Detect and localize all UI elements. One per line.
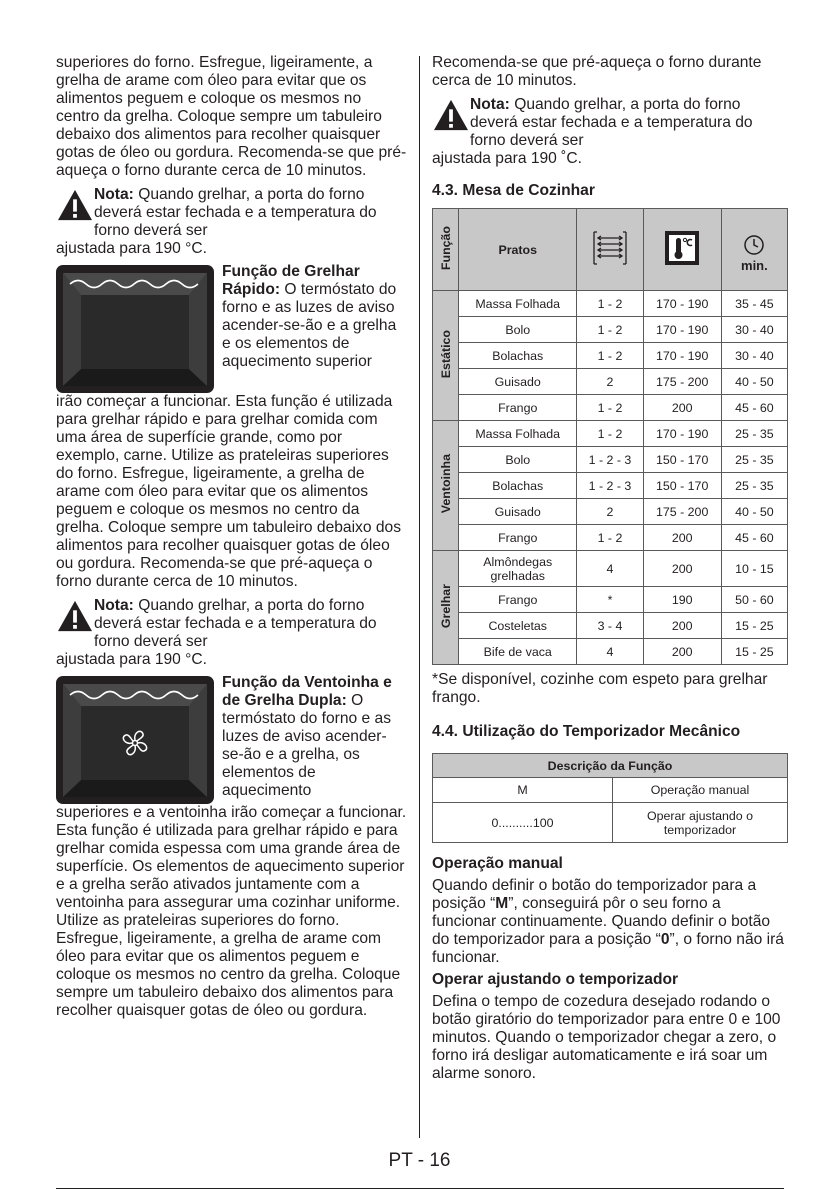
note-text: Quando grelhar, a porta do forno deverá estar fechada e a temperatura do forno deverá ser [94,597,377,650]
section-heading-4-3: 4.3. Mesa de Cozinhar [432,182,595,199]
cell-temp: 150 - 170 [643,447,721,473]
column-header-funcao: Função [438,225,453,271]
footer-rule [56,1188,784,1189]
cell-prato: Massa Folhada [459,291,577,317]
cell-tempo: 40 - 50 [721,369,787,395]
cooking-table [432,208,788,665]
timer-table-header: Descrição da Função [433,754,788,778]
cell-prato: Costeletas [459,613,577,639]
cell-nivel: 2 [577,499,643,525]
cell-nivel: 1 - 2 [577,421,643,447]
cell-temp: 175 - 200 [643,369,721,395]
clock-icon [743,234,765,256]
cell-temp: 200 [643,639,721,665]
cell-tempo: 45 - 60 [721,525,787,551]
cell-tempo: 45 - 60 [721,395,787,421]
oven-fast-grill-icon [56,265,214,393]
section-heading-4-4: 4.4. Utilização do Temporizador Mecânico [432,723,741,740]
cell-temp: 170 - 190 [643,343,721,369]
table-row [433,421,788,447]
cell-tempo: 10 - 15 [721,551,787,587]
function-group-label: Estático [438,329,453,379]
function-title: Função de Grelhar Rápido: [222,263,360,298]
cell-tempo: 25 - 35 [721,447,787,473]
table-row [433,778,788,803]
cell-prato: Massa Folhada [459,421,577,447]
column-header-pratos: Pratos [459,209,577,291]
cell-tempo: 30 - 40 [721,343,787,369]
column-divider [419,56,420,1138]
cell-tempo: 15 - 25 [721,639,787,665]
table-row [433,317,788,343]
note-label: Nota: [470,96,510,113]
timer-value: Operação manual [613,778,788,803]
oven-fan-double-grill-icon [56,676,214,804]
table-row [433,525,788,551]
cell-temp: 200 [643,613,721,639]
cell-temp: 150 - 170 [643,473,721,499]
cell-prato: Bife de vaca [459,639,577,665]
function-title: Função da Ventoinha e de Grelha Dupla: [222,674,392,709]
table-row [433,587,788,613]
function-fan-double-grill [56,674,408,804]
cell-temp: 170 - 190 [643,291,721,317]
cell-nivel: 1 - 2 [577,395,643,421]
column-header-min: min. [741,258,768,273]
cooking-table-body [433,291,788,665]
subheading-operacao-manual: Operação manual [432,855,563,872]
warning-triangle-icon [56,599,94,633]
table-row [433,639,788,665]
cell-temp: 190 [643,587,721,613]
cell-prato: Guisado [459,499,577,525]
subheading-operar-temporizador: Operar ajustando o temporizador [432,971,679,988]
timer-key: M [433,778,613,803]
page-number: PT - 16 [388,1150,451,1171]
cell-prato: Bolo [459,447,577,473]
table-row [433,473,788,499]
cell-nivel: 2 [577,369,643,395]
cell-prato: Guisado [459,369,577,395]
note-tail: ajustada para 190 ˚C. [432,150,582,167]
cell-temp: 200 [643,551,721,587]
note-block-2 [56,597,408,651]
cell-temp: 200 [643,525,721,551]
function-text: O termóstato do forno e as luzes de aviso acender-se-ão e a grelha e os elementos de aquecimento superior [222,281,397,370]
cell-prato: Frango [459,587,577,613]
note-block-3 [432,96,788,150]
note-label: Nota: [94,597,134,614]
timer-value: Operar ajustando o temporizador [613,803,788,843]
timer-key: 0..........100 [433,803,613,843]
table-row [433,343,788,369]
cell-nivel: 1 - 2 [577,525,643,551]
left-paragraph-1: superiores do forno. Esfregue, ligeiramente, a grelha de arame com óleo para evitar que os alimentos peguem e coloque os mesmos no centro da grelha. Coloque sempre um tabuleiro debaixo dos alimentos para recolher quaisquer gotas de óleo ou gordura. Recomenda-se que pré-aqueça o forno durante cerca de 10 minutos. [56,54,407,179]
table-row [433,551,788,587]
cell-prato: Frango [459,525,577,551]
cell-nivel: 1 - 2 [577,343,643,369]
table-row [433,369,788,395]
cell-temp: 175 - 200 [643,499,721,525]
cell-tempo: 50 - 60 [721,587,787,613]
cell-temp: 170 - 190 [643,317,721,343]
note-tail: ajustada para 190 °C. [56,651,208,668]
paragraph-operar-temporizador: Defina o tempo de cozedura desejado rodando o botão giratório do temporizador para entre 0 e 100 minutos. Quando o temporizador chegar a zero, o forno irá desligar automaticamente e irá soar um alarme sonoro. [432,993,781,1082]
cell-nivel: 1 - 2 [577,317,643,343]
warning-triangle-icon [56,188,94,222]
thermometer-icon [664,230,700,266]
table-row [433,499,788,525]
note-text: Quando grelhar, a porta do forno deverá estar fechada e a temperatura do forno deverá ser [94,186,377,239]
warning-triangle-icon [432,98,470,132]
left-column [56,54,408,1020]
cell-prato: Frango [459,395,577,421]
function-group-label: Ventoinha [438,454,453,514]
cell-nivel: 4 [577,551,643,587]
function-group-label: Grelhar [438,583,453,629]
cell-tempo: 35 - 45 [721,291,787,317]
cell-prato: Bolachas [459,473,577,499]
cell-prato: Bolachas [459,343,577,369]
timer-table [432,753,788,843]
cell-tempo: 30 - 40 [721,317,787,343]
note-text: Quando grelhar, a porta do forno deverá estar fechada e a temperatura do forno deverá ser [470,96,753,149]
cell-temp: 200 [643,395,721,421]
cell-prato: Almôndegas grelhadas [459,551,577,587]
note-tail: ajustada para 190 °C. [56,240,208,257]
paragraph-operacao-manual: Quando definir o botão do temporizador para a posição “M”, conseguirá pôr o seu forno a funcionar continuamente. Quando definir o botão do temporizador para a posição “0”, o forno não irá funcionar. [432,877,784,966]
table-row [433,395,788,421]
cell-nivel: 1 - 2 - 3 [577,473,643,499]
table-row [433,291,788,317]
cell-tempo: 25 - 35 [721,473,787,499]
cell-temp: 170 - 190 [643,421,721,447]
shelf-level-icon [590,230,630,266]
table-row [433,803,788,843]
function-description: irão começar a funcionar. Esta função é utilizada para grelhar rápido e para grelhar comida com uma área de superfície grande, como por exemplo, carne. Utilize as prateleiras superiores do forno. Esfregue, ligeiramente, a grelha de arame com óleo para evitar que os alimentos peguem e coloque os mesmos no centro da grelha. Coloque sempre um tabuleiro debaixo dos alimentos para recolher quaisquer gotas de óleo ou gordura. Recomenda-se que pré-aqueça o forno durante cerca de 10 minutos. [56,393,402,590]
cell-tempo: 40 - 50 [721,499,787,525]
cell-tempo: 15 - 25 [721,613,787,639]
function-description: superiores e a ventoinha irão começar a funcionar. Esta função é utilizada para grelhar rápido e para grelhar comida espessa com uma grande área de superfície. Os elementos de aquecimento superior e a grelha serão ativados juntamente com a ventoinha para assegurar uma cozinhar uniforme. Utilize as prateleiras superiores do forno. Esfregue, ligeiramente, a grelha de arame com óleo para evitar que os alimentos peguem e coloque os mesmos no centro da grelha. Coloque sempre um tabuleiro debaixo dos alimentos para recolher quaisquer gotas de óleo ou gordura. [56,804,407,1019]
cell-prato: Bolo [459,317,577,343]
cell-nivel: * [577,587,643,613]
cell-nivel: 1 - 2 [577,291,643,317]
function-fast-grill [56,263,408,393]
table-row [433,447,788,473]
table-row [433,613,788,639]
right-column [432,54,788,1083]
table-footnote: *Se disponível, cozinhe com espeto para grelhar frango. [432,671,768,706]
note-label: Nota: [94,186,134,203]
cell-nivel: 1 - 2 - 3 [577,447,643,473]
function-text: O termóstato do forno e as luzes de aviso acender-se-ão e a grelha, os elementos de aquecimento [222,692,392,799]
cell-nivel: 4 [577,639,643,665]
right-paragraph-1: Recomenda-se que pré-aqueça o forno durante cerca de 10 minutos. [432,54,762,89]
note-block-1 [56,186,408,240]
cell-tempo: 25 - 35 [721,421,787,447]
cell-nivel: 3 - 4 [577,613,643,639]
